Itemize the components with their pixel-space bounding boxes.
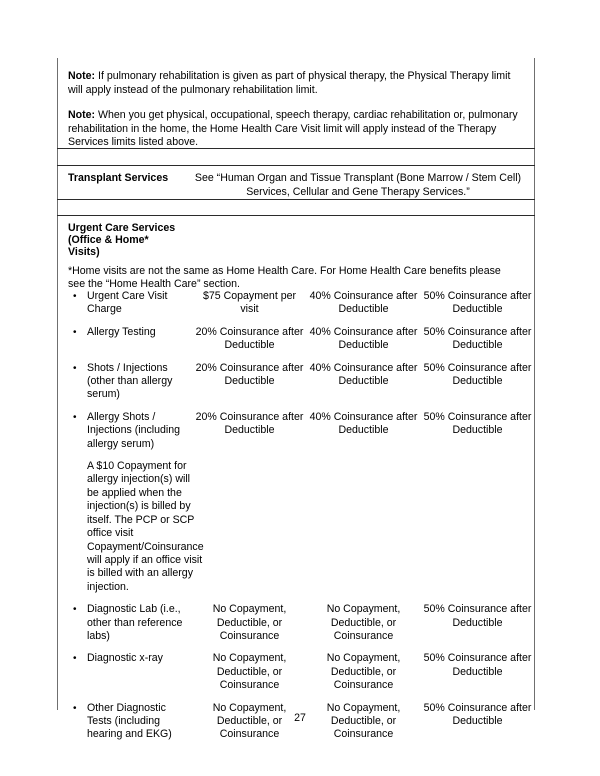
row-value-cell-2: $75 Copayment per visit: [202, 290, 297, 316]
transplant-services-label: Transplant Services: [68, 172, 169, 184]
bullet-icon: •: [73, 702, 77, 714]
table-rule-spacer-bottom: [57, 165, 535, 166]
row-service-cell: [57, 290, 192, 317]
row-value-cell-4: 50% Coinsurance after Deductible: [423, 410, 532, 437]
row-value-cell-4: 50% Coinsurance after Deductible: [423, 652, 532, 678]
urgent-care-services-heading: [68, 222, 268, 259]
allergy-copay-note-row: [57, 460, 535, 594]
bullet-icon: •: [73, 326, 77, 338]
row-value-cell-4: 50% Coinsurance after Deductible: [423, 290, 532, 316]
row-value-cell-4: 50% Coinsurance after Deductible: [423, 361, 532, 388]
therapy-notes-block: [68, 70, 520, 150]
table-row: [57, 326, 535, 353]
urgent-care-heading-line-1: Urgent Care Services: [68, 222, 176, 234]
row-service-cell: [57, 603, 192, 643]
row-service-label: Diagnostic Lab (i.e., other than reference labs): [87, 603, 183, 642]
allergy-copay-note-cell: [57, 460, 204, 594]
note-label-1: Note:: [68, 70, 96, 82]
row-service-label: Urgent Care Visit Charge: [87, 290, 168, 316]
table-rule-spacer2-bottom: [57, 215, 535, 216]
allergy-copay-note-text: A $10 Copayment for allergy injection(s) will be applied when the injection(s) is billed by itself. The PCP or SCP office visit Copayment/Coinsurance will apply if an office visit is billed with an allergy injection.: [87, 460, 204, 593]
urgent-care-benefit-rows: [57, 290, 535, 751]
row-value-cell-3: 40% Coinsurance after Deductible: [309, 410, 418, 437]
row-value-cell-3: 40% Coinsurance after Deductible: [309, 361, 418, 388]
table-row: [57, 603, 535, 643]
row-service-label: Shots / Injections (other than allergy serum): [87, 361, 173, 401]
bullet-icon: •: [73, 604, 77, 616]
table-row: [57, 362, 535, 402]
row-value-cell-4: 50% Coinsurance after Deductible: [423, 325, 532, 352]
row-value-cell-2: No Copayment, Deductible, or Coinsurance: [212, 652, 287, 692]
bullet-icon: •: [73, 653, 77, 665]
row-value-cell-3: No Copayment, Deductible, or Coinsurance: [326, 701, 401, 741]
table-row: [57, 652, 535, 692]
row-value-cell-3: No Copayment, Deductible, or Coinsurance: [326, 652, 401, 692]
row-value-cell-2: 20% Coinsurance after Deductible: [195, 325, 304, 352]
row-service-label: Allergy Testing: [87, 325, 156, 338]
note-label-2: Note:: [68, 109, 96, 122]
row-service-label: Allergy Shots / Injections (including allergy serum): [87, 410, 181, 450]
transplant-services-value: See “Human Organ and Tissue Transplant (Bone Marrow / Stem Cell) Services, Cellular and Gene Therapy Services.”: [194, 172, 522, 198]
urgent-care-heading-line-3: Visits): [68, 246, 100, 259]
row-service-cell: [57, 411, 192, 451]
urgent-care-heading-line-2: (Office & Home*: [68, 234, 149, 247]
row-value-cell-3: No Copayment, Deductible, or Coinsurance: [326, 603, 401, 642]
bullet-icon: •: [73, 362, 77, 374]
row-service-label: Other Diagnostic Tests (including hearing and EKG): [87, 701, 172, 741]
note-text-1: If pulmonary rehabilitation is given as part of physical therapy, the Physical Therapy limit will apply instead of the pulmonary rehabilitation limit.: [68, 70, 511, 96]
row-value-cell-2: No Copayment, Deductible, or Coinsurance: [212, 603, 287, 642]
urgent-care-footnote: *Home visits are not the same as Home Health Care. For Home Health Care benefits please see the “Home Health Care” section.: [68, 265, 501, 291]
row-value-cell-3: 40% Coinsurance after Deductible: [309, 290, 418, 316]
row-value-cell-2: 20% Coinsurance after Deductible: [195, 410, 304, 437]
bullet-icon: •: [73, 291, 77, 302]
row-value-cell-2: No Copayment, Deductible, or Coinsurance: [212, 701, 287, 741]
row-value-cell-4: 50% Coinsurance after Deductible: [423, 603, 532, 629]
row-service-cell: [57, 326, 192, 339]
bullet-icon: •: [73, 411, 77, 423]
note-text-2: When you get physical, occupational, speech therapy, cardiac rehabilitation or, pulmonary rehabilitation in the home, the Home Health Care Visit limit will apply instead of the Therapy Services limits listed above.: [68, 109, 518, 149]
row-service-cell: [57, 362, 192, 402]
row-service-cell: [57, 652, 192, 665]
row-service-label: Diagnostic x-ray: [87, 652, 163, 665]
note-pulmonary-rehab: [68, 70, 520, 97]
row-value-cell-4: 50% Coinsurance after Deductible: [423, 701, 532, 727]
page-number: 27: [294, 712, 306, 724]
row-value-cell-2: 20% Coinsurance after Deductible: [195, 361, 304, 388]
table-row: [57, 290, 535, 317]
table-row: [57, 411, 535, 451]
row-value-cell-3: 40% Coinsurance after Deductible: [309, 325, 418, 352]
note-home-therapy: [68, 109, 520, 150]
